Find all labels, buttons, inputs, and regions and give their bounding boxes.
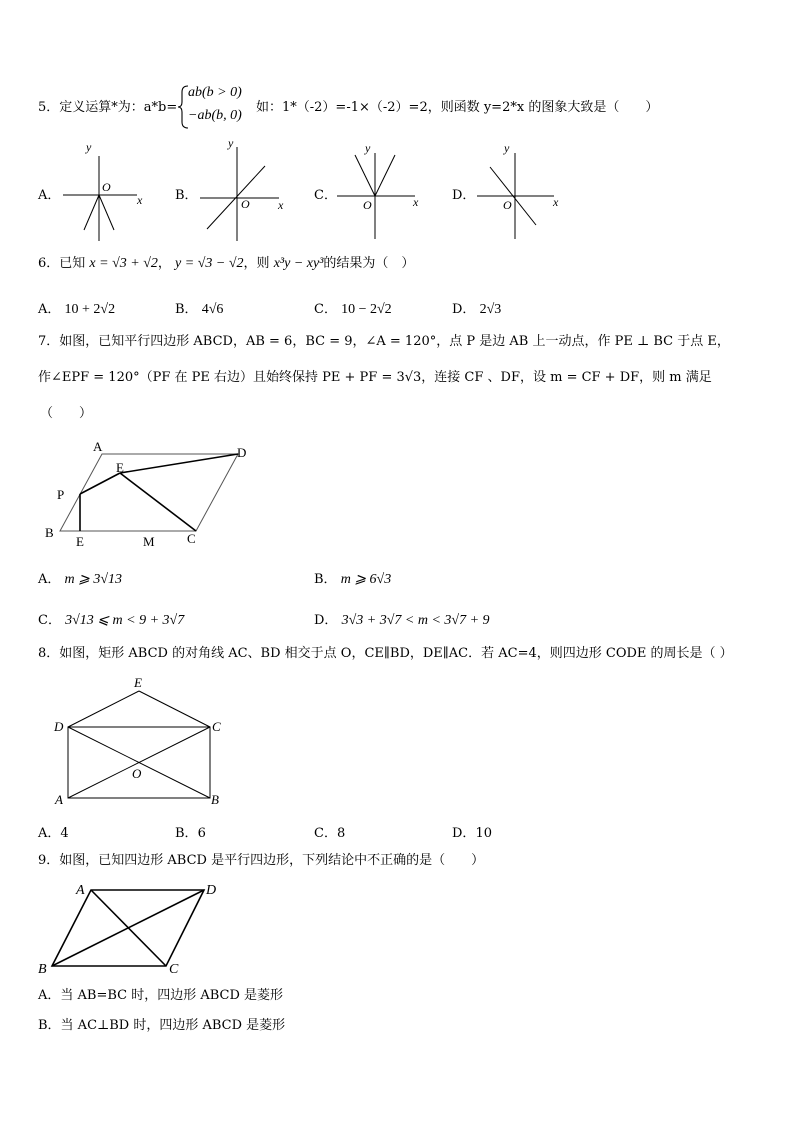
q7-option-d[interactable]: D． 3√3 + 3√7 < m < 3√7 + 9 [314,613,490,628]
q9-text: 9．如图，已知四边形 ABCD 是平行四边形，下列结论中不正确的是（ ） [38,853,485,868]
q5-option-d[interactable]: D． [452,188,476,203]
vertex-c-label: C [187,531,196,546]
q7-option-a-value: m ⩾ 3√13 [64,572,123,587]
origin-label: O [503,198,512,212]
axis-y-label: y [365,141,371,155]
q7-line3: （ ） [40,406,93,421]
q6-option-d[interactable]: D． 2√3 [452,302,502,317]
q6-option-a[interactable]: A． 10 + 2√2 [38,302,116,317]
q6-option-d-value: 2√3 [479,302,502,317]
origin-label: O [102,180,111,194]
axis-y-label: y [228,136,234,150]
vertex-a-label: A [55,792,63,807]
q7-option-c[interactable]: C． 3√13 ⩽ m < 9 + 3√7 [38,613,185,628]
q5-case1: ab(b > 0) [188,85,242,100]
vertex-b-label: B [38,962,47,977]
axis-x-label: x [553,195,559,209]
q6-option-b[interactable]: B． 4√6 [175,302,224,317]
q6-target: x³y − xy³ [273,256,324,271]
axis-x-label: x [137,193,143,207]
q6-prefix: 6．已知 [38,256,86,271]
q6-y-expr: y = √3 − √2 [175,256,244,271]
q9-option-b[interactable]: B．当 AC⊥BD 时，四边形 ABCD 是菱形 [38,1018,286,1033]
vertex-b-label: B [45,525,54,540]
vertex-d-label: D [237,445,247,460]
origin-label: O [363,198,372,212]
q5-suffix: 如：1*（-2）=-1×（-2）=2，则函数 y=2*x 的图象大致是（ ） [256,100,659,115]
q7-option-b[interactable]: B． m ⩾ 6√3 [314,572,392,587]
vertex-b-label: B [211,792,219,807]
q5-graph-d [472,141,567,241]
axis-x-label: x [413,195,419,209]
q5-graph-b [195,133,290,243]
q6-x-expr: x = √3 + √2 [89,256,158,271]
axis-y-label: y [504,141,510,155]
q8-option-d-value: 10 [475,826,492,841]
q7-line2: 作∠EPF = 120°（PF 在 PE 右边）且始终保持 PE + PF = 3√3，连接 CF 、DF，设 m = CF + DF，则 m 满足 [38,370,712,385]
vertex-a-label: A [93,439,103,454]
vertex-d-label: D [206,883,217,898]
q7-option-c-value: 3√13 ⩽ m < 9 + 3√7 [65,613,185,628]
q9-figure [36,878,231,978]
q6-option-a-value: 10 + 2√2 [64,302,116,317]
q8-option-d[interactable]: D．10 [452,826,492,841]
q8-text: 8．如图，矩形 ABCD 的对角线 AC、BD 相交于点 O，CE∥BD，DE∥AC．若 AC=4，则四边形 CODE 的周长是（ ） [38,646,733,661]
axis-x-label: x [278,198,284,212]
point-f-label: E [116,460,124,475]
q8-option-b-value: 6 [197,826,206,841]
q6-option-b-value: 4√6 [201,302,224,317]
q5-prefix: 5．定义运算*为：a*b= [38,100,178,115]
q6-suffix: 的结果为（ ） [323,256,415,271]
q8-figure [50,672,230,812]
q5-option-a[interactable]: A． [38,188,61,203]
point-e-label: E [134,675,142,690]
q5-graph-c [335,141,430,241]
q5-option-b[interactable]: B． [175,188,198,203]
axis-y-label: y [86,140,92,154]
vertex-d-label: D [54,719,64,734]
q5-graph-a [55,138,150,243]
q5-case2: −ab(b, 0) [188,108,242,123]
q7-line1: 7．如图，已知平行四边形 ABCD，AB = 6，BC = 9，∠A = 120°，点 P 是边 AB 上一动点，作 PE ⊥ BC 于点 E， [38,334,730,349]
q8-option-b[interactable]: B．6 [175,826,206,841]
vertex-c-label: C [169,962,179,977]
q6-stem: 6．已知 x = √3 + √2， y = √3 − √2，则 x³y − xy³的结果为（ ） [38,256,415,271]
origin-label: O [241,197,250,211]
point-m-label: M [143,534,155,549]
point-o-label: O [132,766,142,781]
q7-option-b-value: m ⩾ 6√3 [340,572,392,587]
q9-option-a[interactable]: A．当 AB=BC 时，四边形 ABCD 是菱形 [38,988,284,1003]
q7-figure [40,433,265,551]
vertex-c-label: C [212,719,221,734]
q7-option-a[interactable]: A． m ⩾ 3√13 [38,572,123,587]
q7-option-d-value: 3√3 + 3√7 < m < 3√7 + 9 [341,613,490,628]
q6-mid: ，则 [243,256,270,271]
q5-option-c[interactable]: C． [314,188,337,203]
point-p-label: P [57,487,65,502]
q8-option-c-value: 8 [336,826,346,841]
vertex-a-label: A [76,883,85,898]
point-e-label: E [76,534,84,549]
q6-option-c[interactable]: C． 10 − 2√2 [314,302,392,317]
q8-option-c[interactable]: C．8 [314,826,346,841]
q6-option-c-value: 10 − 2√2 [341,302,392,317]
q8-option-a-value: 4 [60,826,69,841]
q8-option-a[interactable]: A．4 [38,826,69,841]
